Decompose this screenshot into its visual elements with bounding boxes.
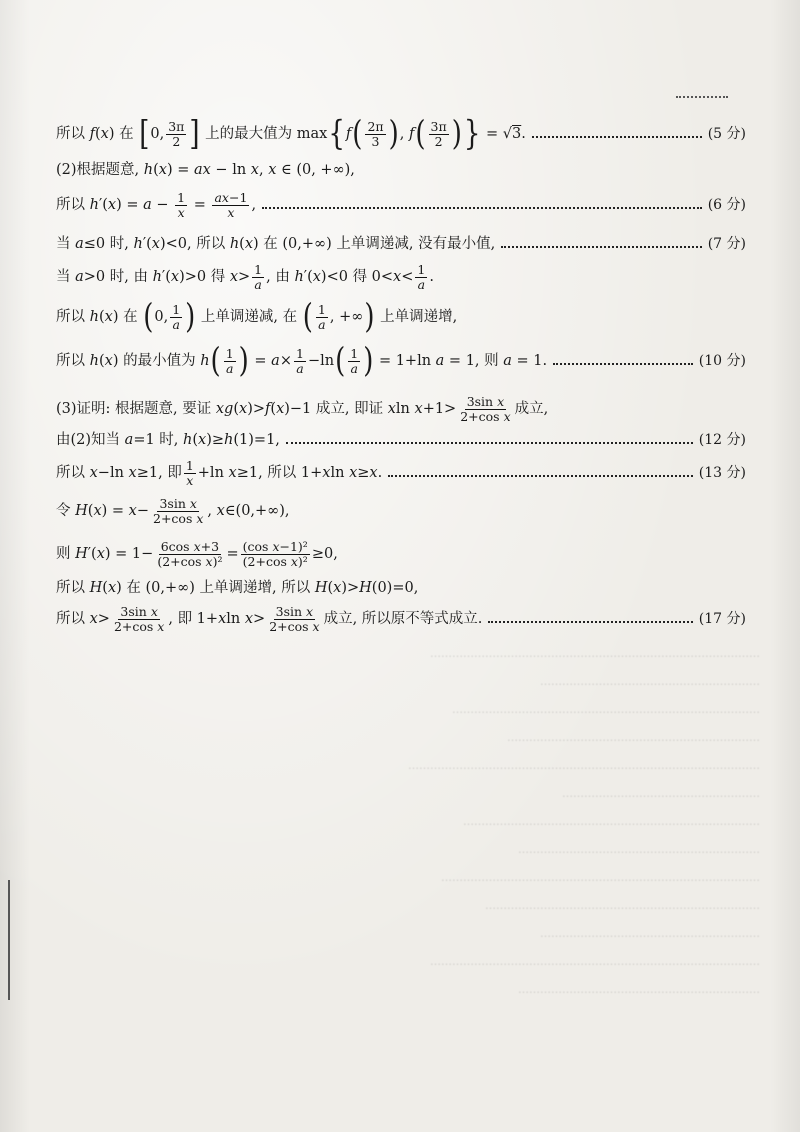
line-1-text: 所以 f ( x ) 在 [ 0, $\frac{3\pi}{2}$ ] 上的最大值为 max { f ( $\frac{2\pi}{3}$ ) , f ( $\frac{3\pi}{2}$ ) } = √ 3 . bbox=[56, 114, 526, 154]
dot-leader bbox=[532, 135, 702, 138]
score-label: (17 分) bbox=[698, 611, 746, 627]
dot-leader bbox=[488, 620, 692, 623]
solution-line-3 bbox=[56, 190, 746, 220]
line-7-text: 所以 h ( x ) 的最小值为 h ( $\frac{1}{a}$ ) = a × $\frac{1}{a}$ −ln ( $\frac{1}{a}$ ) = 1+ln a = 1, 则 a = 1. bbox=[56, 341, 548, 381]
solution-line-11 bbox=[56, 496, 746, 526]
line-6-text: 所以 h ( x ) 在 ( 0, $\frac{1}{a}$ ) 上单调递减, 在 ( $\frac{1}{a}$ , +∞ ) 上单调递增, bbox=[56, 297, 458, 337]
dot-leader bbox=[388, 474, 693, 477]
line-3-text: 所以 h ′( x ) = a − $\frac{1}{x}$ = $\frac{ax-1}{x}$ , bbox=[56, 190, 257, 220]
line-11-text: 令 H ( x ) = x − $\frac{\text{3sin x}}{\text{2+cos x}}$ , x ∈(0,+∞), bbox=[56, 496, 290, 526]
line-5-text: 当 a >0 时, 由 h ′( x )>0 得 x > $\frac{1}{a}$ , 由 h ′( x )<0 得 0< x < $\frac{1}{a}$ . bbox=[56, 262, 434, 292]
dot-leader bbox=[262, 206, 702, 209]
solution-line-13 bbox=[56, 578, 746, 598]
score-label: (13 分) bbox=[698, 465, 746, 481]
score-label: (5 分) bbox=[707, 126, 746, 142]
solution-line-9 bbox=[56, 430, 746, 450]
line-12-text: 则 H ′( x ) = 1− $\frac{\text{6cos x+3}}{\text{(2+cos x)²}}$ = $\frac{\text{(cos x−1)²}}{\text{(2+cos x)²}}$ ≥0, bbox=[56, 539, 338, 569]
solution-line-12 bbox=[56, 538, 746, 570]
line-14-text: 所以 x > $\frac{\text{3sin x}}{\text{2+cos x}}$ , 即 1+ x ln x > $\frac{\text{3sin x}}{\text{2+cos x}}$ 成立, 所以原不等式成立. bbox=[56, 604, 483, 634]
score-label: (10 分) bbox=[698, 353, 746, 369]
solution-line-6 bbox=[56, 297, 746, 337]
line-2-text: (2)根据题意, h ( x ) = ax − ln x , x ∈ (0, +∞), bbox=[56, 161, 355, 178]
score-label: (12 分) bbox=[698, 432, 746, 448]
solution-line-14 bbox=[56, 604, 746, 634]
line-13-text: 所以 H ( x ) 在 (0,+∞) 上单调递增, 所以 H ( x )> H (0)=0, bbox=[56, 579, 419, 596]
bleed-through-text: ……………………………………………………………………………… …………………………………………………… ………………………………………………………………………… …………………………………………………………… …………………………………………………………………………………… ……………………………………………… ……………………………………………………………………… ………………………………………………………… …………………………………………………………………………… ………………………………………………………………… …………………………………………………… ……………………………………………………………………………… ………………………………………………………… bbox=[408, 647, 760, 996]
solution-line-5 bbox=[56, 262, 746, 292]
dot-leader bbox=[501, 245, 702, 248]
dot-leader bbox=[553, 362, 693, 365]
solution-line-8 bbox=[56, 394, 746, 424]
score-label: (7 分) bbox=[707, 236, 746, 252]
score-label: (6 分) bbox=[707, 197, 746, 213]
solution-line-10 bbox=[56, 458, 746, 488]
line-9-text: 由(2)知当 a =1 时, h ( x )≥ h (1)=1, bbox=[56, 431, 280, 448]
dot-leader bbox=[286, 441, 693, 444]
line-4-text: 当 a ≤0 时, h ′( x )<0, 所以 h ( x ) 在 (0,+∞) 上单调递减, 没有最小值, bbox=[56, 235, 496, 252]
solution-line-2 bbox=[56, 160, 746, 180]
solution-line-1 bbox=[56, 114, 746, 154]
line-8-text: (3)证明: 根据题意, 要证 xg ( x )> f ( x )−1 成立, 即证 x ln x +1> $\frac{\text{3sin x}}{\text{2+cos x}}$ 成立, bbox=[56, 394, 549, 424]
solution-line-7 bbox=[56, 341, 746, 381]
line-10-text: 所以 x −ln x ≥1, 即 $\frac{1}{x}$ +ln x ≥1, 所以 1+ x ln x ≥ x . bbox=[56, 458, 383, 488]
solution-line-4 bbox=[56, 234, 746, 254]
